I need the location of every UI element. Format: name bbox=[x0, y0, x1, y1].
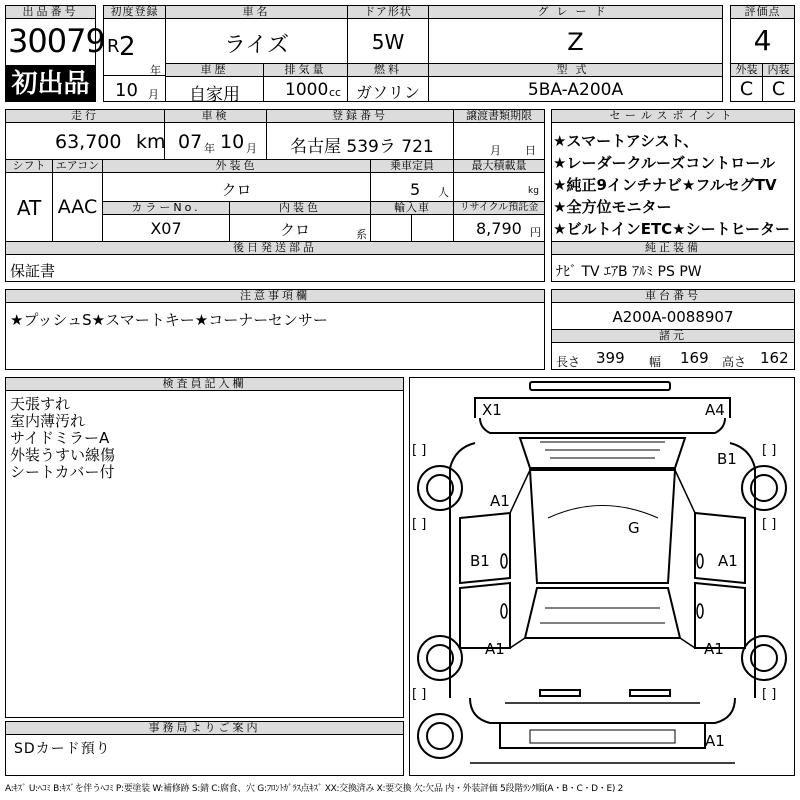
front-bumper bbox=[480, 418, 725, 433]
transfer-day-unit: 日 bbox=[525, 144, 536, 157]
mark-a4: A4 bbox=[705, 401, 725, 419]
first-reg-month-unit: 月 bbox=[148, 88, 159, 101]
length-label: 長さ bbox=[556, 355, 581, 369]
inspector-line-1: 天張すれ bbox=[10, 395, 71, 413]
wheel-rear-left bbox=[418, 636, 462, 680]
length: 399 bbox=[596, 349, 625, 367]
aircon-header: エアコン bbox=[52, 159, 103, 173]
score-header: 評価点 bbox=[730, 5, 795, 19]
bracket-right-bottom: [ ] bbox=[762, 687, 777, 702]
door-header: ドア形状 bbox=[347, 5, 429, 19]
transfer-month-unit: 月 bbox=[490, 144, 501, 157]
later-header: 後日発送部品 bbox=[5, 241, 545, 255]
height-label: 高さ bbox=[722, 355, 747, 369]
shift: AT bbox=[16, 196, 42, 220]
mark-a1-rear-right: A1 bbox=[704, 640, 724, 658]
legend: A:ｷｽﾞ U:ﾍｺﾐ B:ｷｽﾞを伴うﾍｺﾐ P:要塗装 W:補修跡 S:錆 C:腐食、穴 G:ﾌﾛﾝﾄｶﾞﾗｽ点ｷｽﾞ XX:交換済み X:要交換 欠:欠品 内・外装評価 5段階ﾗﾝｸ順(A・B・C・D・E) 2 bbox=[5, 784, 624, 794]
recycle-unit: 円 bbox=[530, 226, 541, 239]
exterior-color: クロ bbox=[221, 181, 252, 199]
wheel-rear-right bbox=[742, 636, 786, 680]
aircon: AAC bbox=[57, 196, 98, 218]
roof-panel bbox=[530, 470, 675, 583]
first-reg-month: 10 bbox=[115, 80, 138, 101]
wheel-front-right bbox=[742, 466, 786, 510]
score: 4 bbox=[753, 24, 772, 57]
mark-a1-right: A1 bbox=[718, 552, 738, 570]
first-reg-year: 2 bbox=[119, 32, 136, 62]
sales-line-3: ★純正9インチナビ★フルセグTV bbox=[553, 176, 777, 194]
height: 162 bbox=[760, 349, 789, 367]
model-header: 型式 bbox=[428, 63, 723, 77]
later-box bbox=[5, 254, 545, 282]
lot-number: 30079 bbox=[8, 22, 105, 60]
door-type: 5W bbox=[371, 30, 405, 54]
import-box bbox=[370, 214, 454, 242]
inspection-header: 車検 bbox=[164, 109, 267, 123]
interior-unit: 系 bbox=[356, 228, 367, 241]
office-note: SDカード預り bbox=[14, 741, 111, 757]
fuel-header: 燃料 bbox=[347, 63, 429, 77]
shift-header: シフト bbox=[5, 159, 53, 173]
colorno-header: カラーNo. bbox=[102, 201, 230, 215]
mark-g: G bbox=[628, 519, 640, 537]
sales-line-2: ★レーダークルーズコントロール bbox=[553, 154, 775, 172]
capacity-unit: 人 bbox=[438, 186, 449, 199]
mark-a1-bottom: A1 bbox=[705, 732, 725, 750]
sales-line-4: ★全方位モニター bbox=[553, 198, 672, 216]
inspector-line-3: サイドミラーA bbox=[10, 429, 110, 447]
later-parts: 保証書 bbox=[10, 262, 56, 280]
history-header: 車歴 bbox=[165, 63, 264, 77]
first-reg-era: R bbox=[107, 36, 120, 57]
bracket-right-top: [ ] bbox=[762, 443, 777, 458]
recycle: 8,790 bbox=[476, 219, 522, 238]
first-listing-badge: 初出品 bbox=[5, 66, 96, 102]
dims-box bbox=[551, 342, 795, 370]
bracket-left-top: [ ] bbox=[412, 443, 427, 458]
import-divider bbox=[411, 214, 412, 242]
car-name-header: 車名 bbox=[165, 5, 348, 19]
wheel-front-left bbox=[418, 466, 462, 510]
bracket-right-mid: [ ] bbox=[762, 517, 777, 532]
int-score-label: 内装 bbox=[762, 63, 795, 77]
recycle-header: リサイクル預託金 bbox=[453, 201, 545, 215]
mark-a1-upper-left: A1 bbox=[490, 492, 510, 510]
load-header: 最大積載量 bbox=[453, 159, 545, 173]
mileage-header: 走行 bbox=[5, 109, 165, 123]
genuine-header: 純正装備 bbox=[551, 241, 795, 255]
inspector-header: 検査員記入欄 bbox=[5, 377, 404, 391]
chassis-number: A200A-0088907 bbox=[612, 308, 734, 326]
ext-score-label: 外装 bbox=[730, 63, 763, 77]
front-bumper-strip bbox=[530, 382, 670, 390]
notes: ★プッシュS★スマートキー★コーナーセンサー bbox=[10, 311, 328, 329]
dims-header: 諸元 bbox=[551, 329, 795, 343]
interior-color: クロ bbox=[280, 221, 311, 239]
sales-line-5: ★ビルトインETC★シートヒーター bbox=[553, 220, 791, 238]
notes-header: 注意事項欄 bbox=[5, 289, 545, 303]
left-front-door bbox=[460, 513, 510, 583]
displacement-unit: cc bbox=[329, 86, 342, 99]
mileage-unit: km bbox=[136, 131, 166, 153]
rear-light-left bbox=[540, 690, 580, 696]
mark-x1: X1 bbox=[482, 401, 502, 419]
model: 5BA-A200A bbox=[527, 80, 624, 100]
transfer-header: 譲渡書類期限 bbox=[453, 109, 545, 123]
rear-light-right bbox=[630, 690, 670, 696]
mileage: 63,700 bbox=[55, 131, 122, 153]
car-name: ライズ bbox=[223, 33, 290, 58]
colorno: X07 bbox=[150, 219, 182, 238]
mark-b1-left: B1 bbox=[470, 552, 490, 570]
inspector-line-5: シートカバー付 bbox=[10, 463, 115, 481]
bracket-left-mid: [ ] bbox=[412, 517, 427, 532]
fuel: ガソリン bbox=[355, 83, 420, 102]
grade: Z bbox=[567, 28, 584, 56]
import-header: 輸入車 bbox=[370, 201, 454, 215]
inspector-line-4: 外装うすい線傷 bbox=[10, 446, 116, 464]
interior-header: 内装色 bbox=[229, 201, 371, 215]
displacement-header: 排気量 bbox=[263, 63, 348, 77]
sales-header: セールスポイント bbox=[551, 109, 795, 123]
rear-bumper bbox=[500, 723, 705, 748]
lot-header: 出品番号 bbox=[5, 5, 96, 19]
chassis-header: 車台番号 bbox=[551, 289, 795, 303]
inspector-line-2: 室内薄汚れ bbox=[10, 412, 86, 430]
capacity-header: 乗車定員 bbox=[370, 159, 454, 173]
exterior-header: 外装色 bbox=[102, 159, 371, 173]
regno-header: 登録番号 bbox=[266, 109, 454, 123]
capacity: 5 bbox=[410, 180, 421, 199]
car-diagram-svg bbox=[410, 378, 794, 775]
history: 自家用 bbox=[189, 85, 240, 105]
mark-a1-left: A1 bbox=[485, 640, 505, 658]
displacement: 1000 bbox=[285, 80, 329, 100]
bracket-left-bottom: [ ] bbox=[412, 687, 427, 702]
inspection-year: 07 bbox=[178, 131, 203, 153]
mark-b1-right: B1 bbox=[717, 450, 737, 468]
front-outline bbox=[475, 398, 730, 418]
regno: 名古屋 539ラ 721 bbox=[290, 137, 434, 157]
width: 169 bbox=[680, 349, 709, 367]
inspection-month-unit: 月 bbox=[246, 142, 257, 155]
right-front-door bbox=[695, 513, 745, 583]
first-reg-header: 初度登録 bbox=[103, 5, 166, 19]
rear-outline bbox=[470, 698, 735, 723]
width-label: 幅 bbox=[649, 355, 662, 369]
inspection-year-unit: 年 bbox=[204, 142, 215, 155]
load-unit: kg bbox=[528, 186, 539, 196]
first-reg-year-unit: 年 bbox=[150, 64, 161, 77]
int-score: C bbox=[771, 78, 786, 100]
office-header: 事務局よりご案内 bbox=[5, 721, 404, 735]
genuine-equipment: ﾅﾋﾞ TV ｴｱB ｱﾙﾐ PS PW bbox=[556, 264, 702, 280]
inspection-month: 10 bbox=[220, 131, 245, 153]
rear-window bbox=[525, 588, 680, 638]
grade-header: グレード bbox=[428, 5, 723, 19]
ext-score: C bbox=[739, 78, 754, 100]
damage-diagram bbox=[409, 377, 795, 776]
sales-line-1: ★スマートアシスト、 bbox=[553, 132, 699, 150]
spare-wheel bbox=[418, 714, 462, 758]
